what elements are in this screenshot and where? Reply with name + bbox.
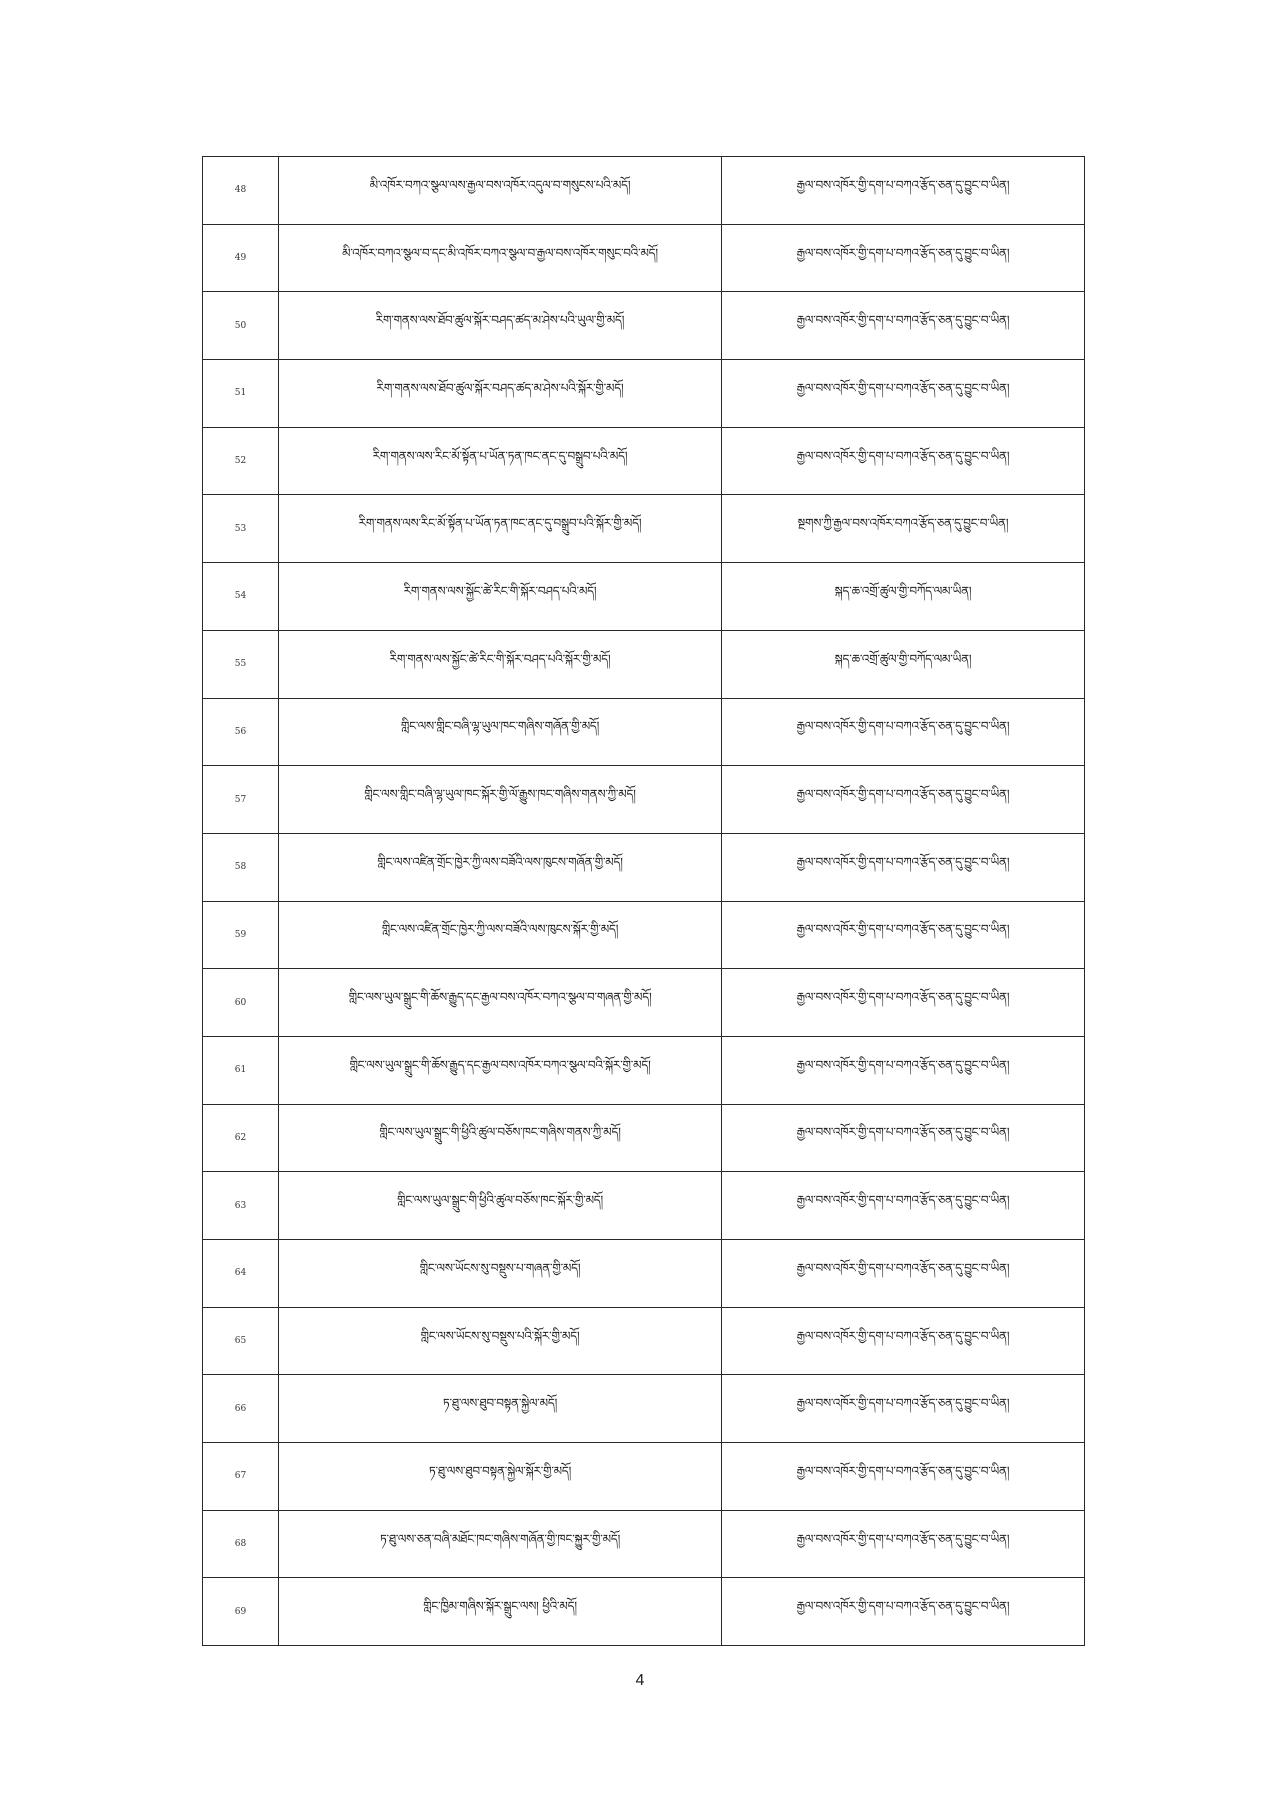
row-number: 51	[203, 360, 279, 428]
row-status-cell	[722, 833, 1085, 901]
row-title: ཏ་ཐུ་ལས་ཐུབ་བསྟན་སྐྱེལ་མདོ།	[442, 1396, 558, 1411]
row-status-cell	[722, 1578, 1085, 1646]
table-row	[203, 1172, 1085, 1240]
row-title-cell	[279, 495, 722, 563]
row-title-cell	[279, 833, 722, 901]
table-row	[203, 1307, 1085, 1375]
row-title: གླིང་ལས་ཡོངས་སུ་བསྡུས་པའི་སྐོར་གྱི་མདོ།	[420, 1328, 580, 1343]
row-title-cell	[279, 901, 722, 969]
row-status-cell	[722, 495, 1085, 563]
table-row	[203, 1375, 1085, 1443]
row-status: རྒྱལ་བས་འཁོར་གྱི་དག་པ་བཀའ་རྩོད་ཅན་དུ་བྱུང་བ་ཡིན།	[796, 1260, 1010, 1275]
row-status-cell	[722, 1036, 1085, 1104]
table-row	[203, 833, 1085, 901]
table-row	[203, 157, 1085, 225]
row-title-cell	[279, 969, 722, 1037]
row-title-cell	[279, 1443, 722, 1511]
row-number: 66	[203, 1375, 279, 1443]
row-title: གླིང་ལས་འཛིན་གྲོང་ཁྱེར་ཀྱི་ལས་བཟོའི་ལས་ཁུངས་གཞོན་གྱི་མདོ།	[377, 854, 623, 869]
row-number: 56	[203, 698, 279, 766]
row-title: རིག་གནས་ལས་རིང་མོ་སྟོན་པ་ཡོན་ཏན་ཁང་ནང་དུ་བསྒྲུབ་པའི་སྐོར་གྱི་མདོ།	[358, 516, 642, 531]
row-status: རྒྱལ་བས་འཁོར་གྱི་དག་པ་བཀའ་རྩོད་ཅན་དུ་བྱུང་བ་ཡིན།	[796, 1193, 1010, 1208]
row-title: རིག་གནས་ལས་སྐྱོང་ཚེ་རིང་གི་སྐོར་བཤད་པའི་སྐོར་གྱི་མདོ།	[389, 651, 611, 666]
row-number: 62	[203, 1104, 279, 1172]
row-title: གླིང་ལས་ཡུལ་སྒྲུང་གི་ཆོས་རྒྱུད་དང་རྒྱལ་བས་འཁོར་བཀའ་སྩལ་བའི་སྐོར་གྱི་མདོ།	[349, 1057, 651, 1072]
row-status-cell	[722, 1307, 1085, 1375]
row-number: 67	[203, 1443, 279, 1511]
row-number: 48	[203, 157, 279, 225]
row-status: རྒྱལ་བས་འཁོར་གྱི་དག་པ་བཀའ་རྩོད་ཅན་དུ་བྱུང་བ་ཡིན།	[796, 854, 1010, 869]
table-row	[203, 766, 1085, 834]
row-status-cell	[722, 292, 1085, 360]
table-row	[203, 1036, 1085, 1104]
table-row	[203, 1443, 1085, 1511]
row-title-cell	[279, 1578, 722, 1646]
row-title-cell	[279, 630, 722, 698]
row-title-cell	[279, 1510, 722, 1578]
row-status-cell	[722, 563, 1085, 631]
row-title-cell	[279, 157, 722, 225]
row-number: 64	[203, 1240, 279, 1308]
table-row	[203, 563, 1085, 631]
row-number: 57	[203, 766, 279, 834]
table-row	[203, 1104, 1085, 1172]
row-title: གླིང་ལས་ཡུལ་སྒྲུང་གི་ཕྱིའི་ཚུལ་བཅོས་ཁང་སྐོར་གྱི་མདོ།	[396, 1193, 604, 1208]
row-status: སྐད་ཆ་འགྲོ་ཚུལ་གྱི་བཀོད་ལམ་ཡིན།	[834, 583, 972, 598]
row-number: 60	[203, 969, 279, 1037]
row-status-cell	[722, 427, 1085, 495]
row-status-cell	[722, 157, 1085, 225]
row-title: གླིང་ཁྱིམ་གཞིས་སྐོར་སྒྲུང་ལས། ཕྱིའི་མདོ།	[423, 1599, 577, 1614]
row-status: རྒྱལ་བས་འཁོར་གྱི་དག་པ་བཀའ་རྩོད་ཅན་དུ་བྱུང་བ་ཡིན།	[796, 990, 1010, 1005]
row-status-cell	[722, 1104, 1085, 1172]
row-status: སྐད་ཆ་འགྲོ་ཚུལ་གྱི་བཀོད་ལམ་ཡིན།	[834, 651, 972, 666]
row-title: ཏ་ཐུ་ལས་ཅན་བཞི་མཐོང་ཁང་གཞིས་གཞོན་གྱི་ཁང་སྐྱུར་གྱི་མདོ།	[379, 1531, 621, 1546]
row-title-cell	[279, 1240, 722, 1308]
row-number: 69	[203, 1578, 279, 1646]
table-row	[203, 495, 1085, 563]
row-status: རྒྱལ་བས་འཁོར་གྱི་དག་པ་བཀའ་རྩོད་ཅན་དུ་བྱུང་བ་ཡིན།	[796, 719, 1010, 734]
row-number: 49	[203, 224, 279, 292]
row-title-cell	[279, 1104, 722, 1172]
row-title: གླིང་ལས་གླིང་བཞི་ལྷ་ཡུལ་ཁང་གཞིས་གཞོན་གྱི་མདོ།	[400, 719, 600, 734]
row-title-cell	[279, 1375, 722, 1443]
row-number: 65	[203, 1307, 279, 1375]
row-title: རིག་གནས་ལས་ཐོབ་ཚུལ་སྐོར་བཤད་ཚད་མ་ཤེས་པའི་ཡུལ་གྱི་མདོ།	[375, 313, 625, 328]
row-status: རྒྱལ་བས་འཁོར་གྱི་དག་པ་བཀའ་རྩོད་ཅན་དུ་བྱུང་བ་ཡིན།	[796, 177, 1010, 192]
table-row	[203, 292, 1085, 360]
table-row	[203, 360, 1085, 428]
row-title: རིག་གནས་ལས་སྐྱོང་ཚེ་རིང་གི་སྐོར་བཤད་པའི་མདོ།	[403, 583, 597, 598]
row-status: རྒྱལ་བས་འཁོར་གྱི་དག་པ་བཀའ་རྩོད་ཅན་དུ་བྱུང་བ་ཡིན།	[796, 448, 1010, 463]
row-status-cell	[722, 360, 1085, 428]
row-status-cell	[722, 969, 1085, 1037]
row-title-cell	[279, 698, 722, 766]
row-status: རྒྱལ་བས་འཁོར་གྱི་དག་པ་བཀའ་རྩོད་ཅན་དུ་བྱུང་བ་ཡིན།	[796, 1328, 1010, 1343]
row-status: རྒྱལ་བས་འཁོར་གྱི་དག་པ་བཀའ་རྩོད་ཅན་དུ་བྱུང་བ་ཡིན།	[796, 1057, 1010, 1072]
row-status: སྔགས་ཀྱི་རྒྱལ་བས་འཁོར་བཀའ་རྩོད་ཅན་དུ་བྱུང་བ་ཡིན།	[797, 516, 1009, 531]
row-status-cell	[722, 1375, 1085, 1443]
row-status-cell	[722, 630, 1085, 698]
row-number: 61	[203, 1036, 279, 1104]
table-row	[203, 1240, 1085, 1308]
row-title: རིག་གནས་ལས་ཐོབ་ཚུལ་སྐོར་བཤད་ཚད་མ་ཤེས་པའི་སྐོར་གྱི་མདོ།	[376, 380, 624, 395]
row-status-cell	[722, 1510, 1085, 1578]
row-status-cell	[722, 224, 1085, 292]
page-number: 4	[635, 1672, 645, 1689]
table-row	[203, 1578, 1085, 1646]
row-title: གླིང་ལས་འཛིན་གྲོང་ཁྱེར་ཀྱི་ལས་བཟོའི་ལས་ཁུངས་སྐོར་གྱི་མདོ།	[381, 922, 619, 937]
row-status-cell	[722, 1172, 1085, 1240]
row-title-cell	[279, 292, 722, 360]
row-status: རྒྱལ་བས་འཁོར་གྱི་དག་པ་བཀའ་རྩོད་ཅན་དུ་བྱུང་བ་ཡིན།	[796, 787, 1010, 802]
row-title-cell	[279, 563, 722, 631]
row-status: རྒྱལ་བས་འཁོར་གྱི་དག་པ་བཀའ་རྩོད་ཅན་དུ་བྱུང་བ་ཡིན།	[796, 1463, 1010, 1478]
document-table	[202, 156, 1085, 1646]
row-title-cell	[279, 224, 722, 292]
row-number: 53	[203, 495, 279, 563]
row-title-cell	[279, 427, 722, 495]
table-row	[203, 427, 1085, 495]
row-title: རིག་གནས་ལས་རིང་མོ་སྟོན་པ་ཡོན་ཏན་ཁང་ནང་དུ་བསྒྲུབ་པའི་མདོ།	[372, 448, 628, 463]
row-status-cell	[722, 901, 1085, 969]
row-title: གླིང་ལས་ཡོངས་སུ་བསྡུས་པ་གཞན་གྱི་མདོ།	[419, 1260, 581, 1275]
row-title: གླིང་ལས་གླིང་བཞི་ལྷ་ཡུལ་ཁང་སྐོར་གྱི་ལོ་རྒྱུས་ཁང་གཞིས་གནས་ཀྱི་མདོ།	[364, 787, 636, 802]
table-row	[203, 698, 1085, 766]
table-row	[203, 901, 1085, 969]
row-title-cell	[279, 1036, 722, 1104]
row-number: 52	[203, 427, 279, 495]
row-title: ཏ་ཐུ་ལས་ཐུབ་བསྟན་སྐྱེལ་སྐོར་གྱི་མདོ།	[428, 1463, 572, 1478]
row-title: མི་འཁོར་བཀའ་སྩལ་ལས་རྒྱལ་བས་འཁོར་འདུལ་བ་གསུངས་པའི་མདོ།	[369, 177, 631, 192]
row-title: གླིང་ལས་ཡུལ་སྒྲུང་གི་ཆོས་རྒྱུད་དང་རྒྱལ་བས་འཁོར་བཀའ་སྩལ་བ་གཞན་གྱི་མདོ།	[348, 990, 652, 1005]
row-number: 68	[203, 1510, 279, 1578]
row-status-cell	[722, 1443, 1085, 1511]
row-status: རྒྱལ་བས་འཁོར་གྱི་དག་པ་བཀའ་རྩོད་ཅན་དུ་བྱུང་བ་ཡིན།	[796, 1531, 1010, 1546]
row-title-cell	[279, 360, 722, 428]
row-title: གླིང་ལས་ཡུལ་སྒྲུང་གི་ཕྱིའི་ཚུལ་བཅོས་ཁང་གཞིས་གནས་ཀྱི་མདོ།	[379, 1125, 621, 1140]
row-title-cell	[279, 766, 722, 834]
table-row	[203, 224, 1085, 292]
row-number: 58	[203, 833, 279, 901]
row-number: 63	[203, 1172, 279, 1240]
row-status: རྒྱལ་བས་འཁོར་གྱི་དག་པ་བཀའ་རྩོད་ཅན་དུ་བྱུང་བ་ཡིན།	[796, 1125, 1010, 1140]
row-number: 50	[203, 292, 279, 360]
row-status: རྒྱལ་བས་འཁོར་གྱི་དག་པ་བཀའ་རྩོད་ཅན་དུ་བྱུང་བ་ཡིན།	[796, 1396, 1010, 1411]
row-status-cell	[722, 1240, 1085, 1308]
row-number: 54	[203, 563, 279, 631]
row-title: མི་འཁོར་བཀའ་སྩལ་བ་དང་མི་འཁོར་བཀའ་སྩལ་བ་རྒྱལ་བས་འཁོར་གསུང་བའི་མདོ།	[342, 245, 658, 260]
row-status-cell	[722, 766, 1085, 834]
row-number: 59	[203, 901, 279, 969]
row-status-cell	[722, 698, 1085, 766]
row-status: རྒྱལ་བས་འཁོར་གྱི་དག་པ་བཀའ་རྩོད་ཅན་དུ་བྱུང་བ་ཡིན།	[796, 313, 1010, 328]
row-number: 55	[203, 630, 279, 698]
row-status: རྒྱལ་བས་འཁོར་གྱི་དག་པ་བཀའ་རྩོད་ཅན་དུ་བྱུང་བ་ཡིན།	[796, 922, 1010, 937]
row-status: རྒྱལ་བས་འཁོར་གྱི་དག་པ་བཀའ་རྩོད་ཅན་དུ་བྱུང་བ་ཡིན།	[796, 1599, 1010, 1614]
row-title-cell	[279, 1307, 722, 1375]
table-body	[203, 157, 1085, 1646]
row-status: རྒྱལ་བས་འཁོར་གྱི་དག་པ་བཀའ་རྩོད་ཅན་དུ་བྱུང་བ་ཡིན།	[796, 380, 1010, 395]
row-title-cell	[279, 1172, 722, 1240]
table-row	[203, 969, 1085, 1037]
table-row	[203, 1510, 1085, 1578]
table-row	[203, 630, 1085, 698]
row-status: རྒྱལ་བས་འཁོར་གྱི་དག་པ་བཀའ་རྩོད་ཅན་དུ་བྱུང་བ་ཡིན།	[796, 245, 1010, 260]
